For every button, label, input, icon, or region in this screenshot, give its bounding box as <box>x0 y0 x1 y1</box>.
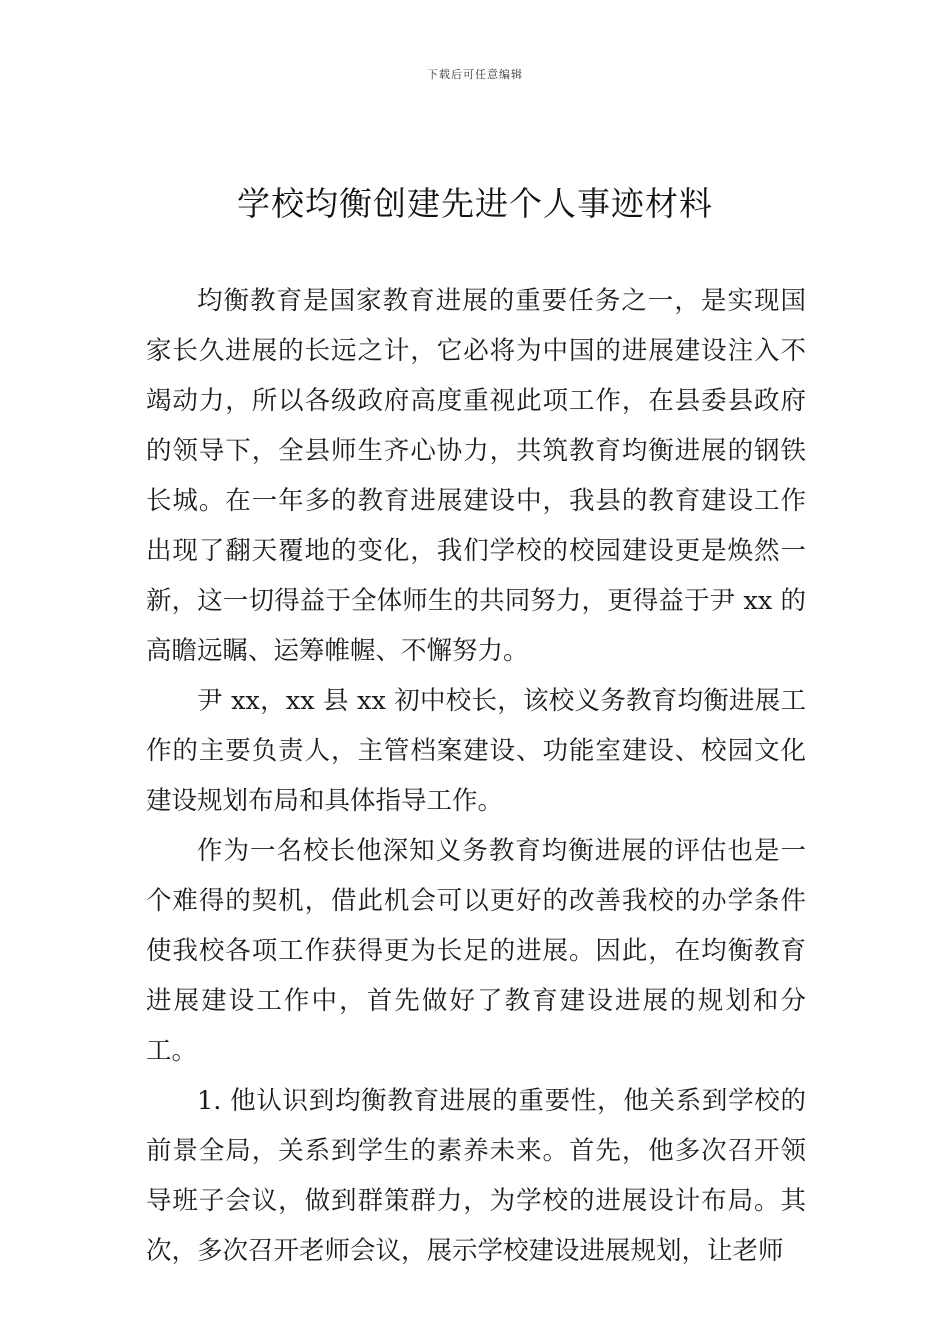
paragraph: 均衡教育是国家教育进展的重要任务之一，是实现国家长久进展的长远之计，它必将为中国的进展建设注入不竭动力，所以各级政府高度重视此项工作，在县委县政府的领导下，全县师生齐心协力，共筑教育均衡进展的钢铁长城。在一年多的教育进展建设中，我县的教育建设工作出现了翻天覆地的变化，我们学校的校园建设更是焕然一新，这一切得益于全体师生的共同努力，更得益于尹 xx 的高瞻远瞩、运筹帷幄、不懈努力。 <box>146 286 806 666</box>
document-title: 学校均衡创建先进个人事迹材料 <box>237 184 713 223</box>
header-note: 下载后可任意编辑 <box>427 68 523 81</box>
paragraph: 1. 他认识到均衡教育进展的重要性，他关系到学校的前景全局，关系到学生的素养未来。首先，他多次召开领导班子会议，做到群策群力，为学校的进展设计布局。其次，多次召开老师会议，展示学校建设进展规划，让老师 <box>146 1086 806 1266</box>
document-body <box>146 276 806 1276</box>
paragraph: 作为一名校长他深知义务教育均衡进展的评估也是一个难得的契机，借此机会可以更好的改善我校的办学条件使我校各项工作获得更为长足的进展。因此，在均衡教育进展建设工作中，首先做好了教育建设进展的规划和分工。 <box>146 836 806 1066</box>
paragraph: 尹 xx，xx 县 xx 初中校长，该校义务教育均衡进展工作的主要负责人，主管档案建设、功能室建设、校园文化建设规划布局和具体指导工作。 <box>146 686 806 816</box>
